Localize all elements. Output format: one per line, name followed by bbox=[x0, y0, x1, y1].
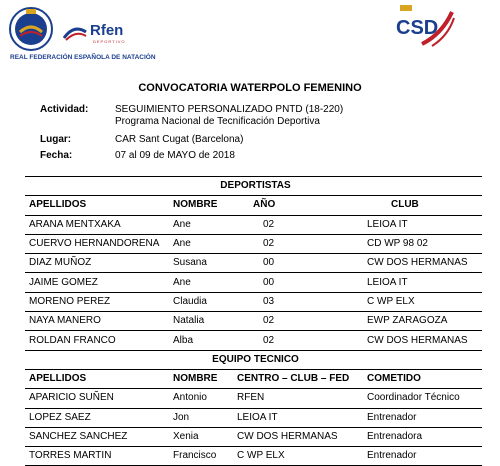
tecnico-section-title: EQUIPO TECNICO bbox=[25, 350, 482, 369]
club-cell: CD WP 98 02 bbox=[363, 234, 482, 253]
fecha-value: 07 al 09 de MAYO de 2018 bbox=[115, 150, 235, 161]
club-cell: LEIOA IT bbox=[363, 273, 482, 292]
table-row bbox=[25, 292, 482, 311]
convocatoria-table bbox=[25, 176, 482, 466]
centro-cell: C WP ELX bbox=[233, 447, 363, 466]
apellidos-cell: MORENO PEREZ bbox=[25, 292, 169, 311]
table-row bbox=[25, 331, 482, 350]
cometido-cell: Entrenador bbox=[363, 447, 482, 466]
club-cell: EWP ZARAGOZA bbox=[363, 312, 482, 331]
apellidos-cell: ARANA MENTXAKA bbox=[25, 215, 169, 234]
actividad-label: Actividad: bbox=[40, 104, 89, 115]
cometido-cell: Entrenadora bbox=[363, 427, 482, 446]
nombre-cell: Ane bbox=[169, 215, 233, 234]
header-nombre: NOMBRE bbox=[169, 369, 233, 388]
nombre-cell: Susana bbox=[169, 254, 233, 273]
ano-cell: 02 bbox=[233, 234, 363, 253]
ano-cell: 02 bbox=[233, 331, 363, 350]
ano-cell: 03 bbox=[233, 292, 363, 311]
nombre-cell: Xenia bbox=[169, 427, 233, 446]
header-apellidos: APELLIDOS bbox=[25, 369, 169, 388]
club-cell: CW DOS HERMANAS bbox=[363, 331, 482, 350]
nombre-cell: Ane bbox=[169, 234, 233, 253]
ano-cell: 02 bbox=[233, 312, 363, 331]
rfen-wordmark: Rfen bbox=[90, 22, 124, 39]
apellidos-cell: ROLDAN FRANCO bbox=[25, 331, 169, 350]
actividad-value-line1: SEGUIMIENTO PERSONALIZADO PNTD (18-220) bbox=[115, 104, 344, 115]
header-club: CLUB bbox=[363, 196, 482, 215]
nombre-cell: Jon bbox=[169, 408, 233, 427]
club-cell: CW DOS HERMANAS bbox=[363, 254, 482, 273]
rfen-swimmer-icon bbox=[62, 22, 88, 42]
ano-cell: 02 bbox=[233, 215, 363, 234]
cometido-cell: Entrenador bbox=[363, 408, 482, 427]
apellidos-cell: LOPEZ SAEZ bbox=[25, 408, 169, 427]
apellidos-cell: NAYA MANERO bbox=[25, 312, 169, 331]
table-row bbox=[25, 408, 482, 427]
nombre-cell: Alba bbox=[169, 331, 233, 350]
apellidos-cell: JAIME GOMEZ bbox=[25, 273, 169, 292]
table-row bbox=[25, 312, 482, 331]
header-ano: AÑO bbox=[233, 196, 363, 215]
rfen-seal-logo bbox=[8, 6, 54, 52]
deportistas-header-row bbox=[25, 196, 482, 215]
fecha-label: Fecha: bbox=[40, 150, 73, 161]
apellidos-cell: APARICIO SUÑEN bbox=[25, 389, 169, 408]
header-nombre: NOMBRE bbox=[169, 196, 233, 215]
header-cometido: COMETIDO bbox=[363, 369, 482, 388]
club-cell: C WP ELX bbox=[363, 292, 482, 311]
rfen-tagline: DEPORTIVO bbox=[93, 39, 126, 44]
csd-logo bbox=[392, 4, 456, 50]
tecnico-header-row bbox=[25, 369, 482, 388]
apellidos-cell: CUERVO HERNANDORENA bbox=[25, 234, 169, 253]
document-title: CONVOCATORIA WATERPOLO FEMENINO bbox=[138, 82, 362, 94]
cometido-cell: Coordinador Técnico bbox=[363, 389, 482, 408]
lugar-value: CAR Sant Cugat (Barcelona) bbox=[115, 134, 244, 145]
header-centro-club-fed: CENTRO – CLUB – FED bbox=[233, 369, 363, 388]
table-row bbox=[25, 389, 482, 408]
nombre-cell: Claudia bbox=[169, 292, 233, 311]
nombre-cell: Ane bbox=[169, 273, 233, 292]
actividad-value-line2: Programa Nacional de Tecnificación Deportiva bbox=[115, 116, 320, 127]
ano-cell: 00 bbox=[233, 273, 363, 292]
apellidos-cell: SANCHEZ SANCHEZ bbox=[25, 427, 169, 446]
table-row bbox=[25, 234, 482, 253]
club-cell: LEIOA IT bbox=[363, 215, 482, 234]
table-row bbox=[25, 447, 482, 466]
deportistas-section-title: DEPORTISTAS bbox=[25, 177, 482, 196]
tecnico-section-row bbox=[25, 350, 482, 369]
centro-cell: RFEN bbox=[233, 389, 363, 408]
lugar-label: Lugar: bbox=[40, 134, 72, 145]
table-row bbox=[25, 273, 482, 292]
apellidos-cell: DIAZ MUÑOZ bbox=[25, 254, 169, 273]
table-row bbox=[25, 215, 482, 234]
csd-logo-text: CSD bbox=[396, 17, 439, 39]
deportistas-section-row bbox=[25, 177, 482, 196]
federation-name: REAL FEDERACIÓN ESPAÑOLA DE NATACIÓN bbox=[10, 54, 156, 61]
table-row bbox=[25, 427, 482, 446]
centro-cell: CW DOS HERMANAS bbox=[233, 427, 363, 446]
nombre-cell: Natalia bbox=[169, 312, 233, 331]
nombre-cell: Francisco bbox=[169, 447, 233, 466]
centro-cell: LEIOA IT bbox=[233, 408, 363, 427]
nombre-cell: Antonio bbox=[169, 389, 233, 408]
header-apellidos: APELLIDOS bbox=[25, 196, 169, 215]
table-row bbox=[25, 254, 482, 273]
apellidos-cell: TORRES MARTIN bbox=[25, 447, 169, 466]
ano-cell: 00 bbox=[233, 254, 363, 273]
